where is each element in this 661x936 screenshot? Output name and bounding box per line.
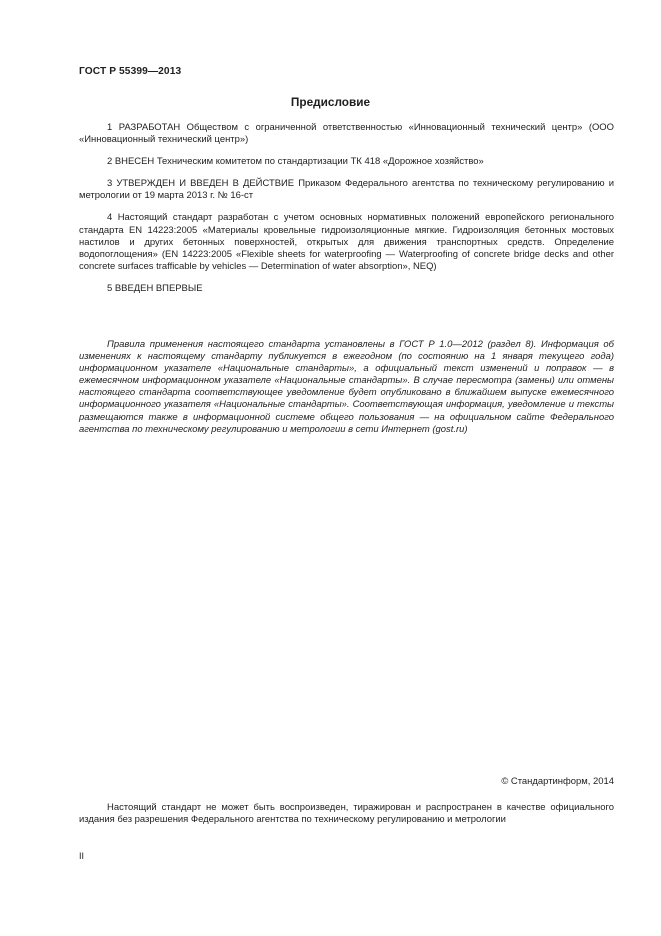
page-title: Предисловие <box>290 95 371 109</box>
foreword-paragraph-4: 4 Настоящий стандарт разработан с учетом основных нормативных положений европейского регионального стандарта EN 14223:2005 «Материалы кровельные гидроизоляционные мягкие. Гидроизоляция бетонных мостовых настилов и других бетонных поверхностей, открытых для движения транспортных средств. Определение водопоглощения» (EN 14223:2005 «Flexible sheets for waterproofing — Waterproofing of concrete bridge decks and other concrete surfaces trafficable by vehicles — Determination of water absorption», NEQ) <box>79 212 614 272</box>
foreword-paragraph-1: 1 РАЗРАБОТАН Обществом с ограниченной ответственностью «Инновационный технический центр» (ООО «Инновационный технический центр») <box>79 122 614 146</box>
page-number: II <box>79 851 85 861</box>
copyright-line: © Стандартинформ, 2014 <box>501 776 614 787</box>
foreword-paragraph-3: 3 УТВЕРЖДЕН И ВВЕДЕН В ДЕЙСТВИЕ Приказом Федерального агентства по техническому регулированию и метрологии от 19 марта 2013 г. № 16-ст <box>79 178 614 202</box>
document-code-header: ГОСТ Р 55399—2013 <box>79 66 182 77</box>
foreword-paragraph-2: 2 ВНЕСЕН Техническим комитетом по стандартизации ТК 418 «Дорожное хозяйство» <box>107 156 484 168</box>
foreword-paragraph-5: 5 ВВЕДЕН ВПЕРВЫЕ <box>107 282 203 294</box>
application-rules-notice: Правила применения настоящего стандарта установлены в ГОСТ Р 1.0—2012 (раздел 8). Информация об изменениях к настоящему стандарту публикуется в ежегодном (по состоянию на 1 января текущего года) информационном указателе «Национальные стандарты», а официальный текст изменений и поправок — в ежемесячном информационном указателе «Национальные стандарты». В случае пересмотра (замены) или отмены настоящего стандарта соответствующее уведомление будет опубликовано в ближайшем выпуске ежемесячного информационного указателя «Национальные стандарты». Соответствующая информация, уведомление и тексты размещаются также в информационной системе общего пользования — на официальном сайте Федерального агентства по техническому регулированию и метрологии в сети Интернет (gost.ru) <box>79 339 614 435</box>
reprint-restriction-notice: Настоящий стандарт не может быть воспроизведен, тиражирован и распространен в качестве официального издания без разрешения Федерального агентства по техническому регулированию и метрологии <box>79 802 614 826</box>
foreword-section <box>79 122 614 305</box>
